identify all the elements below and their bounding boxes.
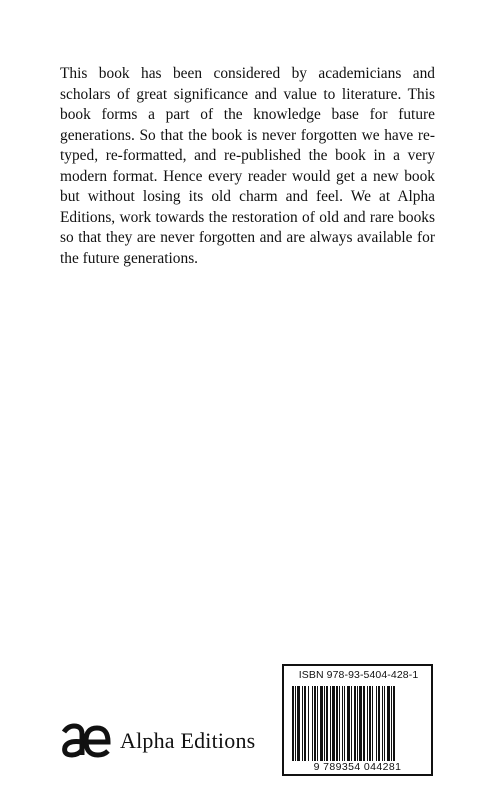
barcode-digits: 9 789354 044281 bbox=[286, 761, 429, 773]
barcode-bar bbox=[376, 686, 377, 766]
isbn-label: ISBN 978-93-5404-428-1 bbox=[298, 669, 419, 681]
blurb-text: This book has been considered by academicians and scholars of great significance and value to literature. This book forms a part of the knowledge base for future generations. So that the book is never forgotten we have re-typed, re-formatted, and re-published the book in a very modern format. Hence every reader would get a new book but without losing its old charm and feel. We at Alpha Editions, work towards the restoration of old and rare books so that they are never forgotten and are always available for the future generations. bbox=[60, 65, 435, 267]
barcode-bar bbox=[344, 686, 345, 766]
barcode-bar bbox=[339, 686, 340, 766]
barcode-bar bbox=[297, 686, 300, 766]
ae-ligature-logo-icon bbox=[60, 722, 112, 760]
barcode-bar bbox=[367, 686, 368, 766]
barcode-bar bbox=[357, 686, 358, 766]
barcode-bar bbox=[378, 686, 380, 766]
barcode-bar bbox=[317, 686, 318, 766]
barcode-bar bbox=[384, 686, 385, 766]
barcode-bar bbox=[308, 686, 309, 766]
barcode-bar bbox=[330, 686, 331, 766]
publisher-brand bbox=[60, 722, 255, 760]
barcode-bar bbox=[314, 686, 316, 766]
barcode-bar bbox=[326, 686, 328, 766]
barcode-bar bbox=[354, 686, 356, 766]
barcode-bar bbox=[387, 686, 390, 766]
barcode-bar bbox=[304, 686, 306, 766]
barcode-bar bbox=[351, 686, 352, 766]
barcode-bar bbox=[295, 686, 296, 766]
barcode-bar bbox=[320, 686, 323, 766]
barcode-bar bbox=[359, 686, 362, 766]
barcode-bar bbox=[372, 686, 373, 766]
barcode-bar bbox=[382, 686, 383, 766]
barcode-bar bbox=[292, 686, 294, 766]
barcode-bar bbox=[347, 686, 350, 766]
barcode-bar bbox=[332, 686, 335, 766]
barcode-bar bbox=[363, 686, 365, 766]
barcode-bar bbox=[312, 686, 313, 766]
barcode-bar bbox=[302, 686, 303, 766]
barcode-bar bbox=[393, 686, 395, 766]
barcode-bar bbox=[369, 686, 371, 766]
barcode-bar bbox=[391, 686, 392, 766]
isbn-barcode bbox=[282, 664, 433, 776]
barcode-bar bbox=[342, 686, 343, 766]
barcode-bar bbox=[324, 686, 325, 766]
barcode-bar bbox=[336, 686, 338, 766]
publisher-name: Alpha Editions bbox=[120, 728, 256, 753]
barcode-bars bbox=[290, 686, 427, 768]
